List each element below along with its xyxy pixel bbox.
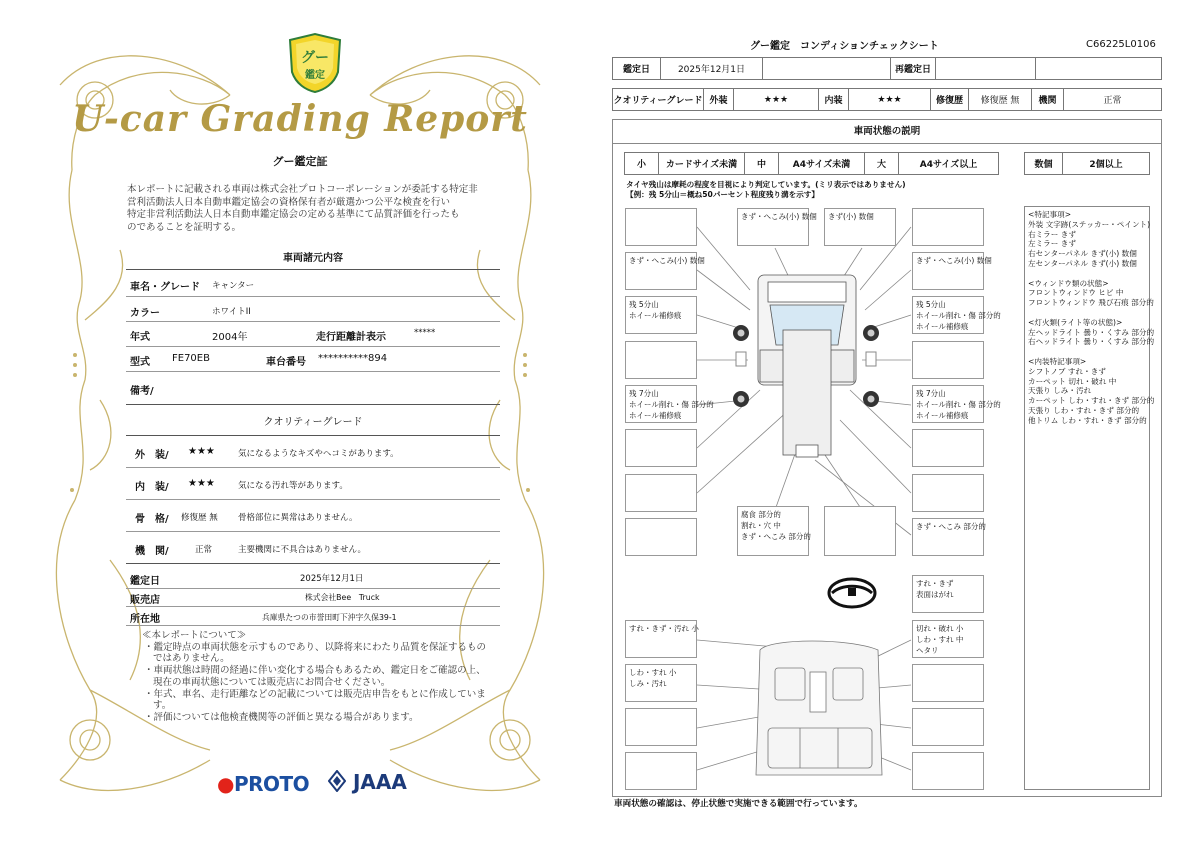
appraisal-date-value: 2025年12月1日 — [661, 58, 763, 80]
quality-section-title: クオリティーグレード — [263, 417, 363, 428]
chassis-label: 車台番号 — [266, 357, 306, 368]
damage-box — [625, 518, 697, 556]
proto-logo-text: PROTO — [233, 772, 310, 796]
cert-body-line: のであることを証明する。 — [127, 221, 242, 233]
divider — [126, 467, 500, 468]
divider — [126, 269, 500, 270]
damage-box: すれ・きず・汚れ 小 — [625, 620, 697, 658]
damage-box — [912, 208, 984, 246]
damage-box: 腐食 部分的 割れ・穴 中 きず・へこみ 部分的 — [737, 506, 809, 556]
mileage-label: 走行距離計表示 — [316, 332, 386, 343]
count-label: 数個 — [1025, 153, 1063, 175]
note-item: ・年式、車名、走行距離などの記載については販売店申告をもとに作成しています。 — [144, 688, 486, 712]
remarks-label: 備考/ — [130, 386, 154, 397]
divider — [126, 563, 500, 564]
engine-value: 正常 — [195, 545, 213, 555]
notes-heading: ≪本レポートについて≫ — [142, 630, 247, 641]
report-script-title: U-car Grading Report — [72, 98, 528, 140]
count-desc: 2個以上 — [1063, 153, 1150, 175]
frame-text: 骨格部位に異常はありません。 — [238, 513, 358, 523]
repair-label: 修復歴 — [931, 89, 969, 111]
damage-box: きず・へこみ(小) 数個 — [912, 252, 984, 290]
divider — [126, 531, 500, 532]
engine-label: 機 関/ — [135, 546, 169, 557]
divider — [126, 499, 500, 500]
certificate-title: グー鑑定証 — [272, 155, 328, 168]
divider — [126, 625, 500, 626]
svg-text:グー: グー — [301, 50, 329, 66]
divider — [126, 404, 500, 405]
damage-box — [912, 341, 984, 379]
divider — [126, 346, 500, 347]
mileage-value: ***** — [414, 328, 436, 338]
cert-body-line: 営利活動法人日本自動車鑑定協会の資格保有者が厳選かつ公平な検査を行い — [127, 196, 451, 208]
size-small-label: 小 — [625, 153, 659, 175]
exterior-label: 外 装/ — [135, 450, 169, 461]
color-value: ホワイトII — [212, 307, 251, 317]
appraisal-date-value: 2025年12月1日 — [300, 574, 364, 584]
damage-box: すれ・きず 表面はがれ — [912, 575, 984, 613]
sheet-code: C66225L0106 — [1086, 39, 1156, 50]
divider — [126, 606, 500, 607]
engine-value: 正常 — [1064, 89, 1162, 111]
damage-box: しわ・すれ 小 しみ・汚れ — [625, 664, 697, 702]
repair-value: 修復歴 無 — [969, 89, 1032, 111]
damage-box — [912, 474, 984, 512]
frame-label: 骨 格/ — [135, 514, 169, 525]
damage-box: 切れ・破れ 小 しわ・すれ 中 ヘタリ — [912, 620, 984, 658]
note-item: ・車両状態は時間の経過に伴い変化する場合もあるため、鑑定日をご確認の上、現在の車両状態については販売店にお問合せください。 — [144, 665, 486, 688]
size-large-desc: A4サイズ以上 — [899, 153, 999, 175]
proto-logo: ●PROTO — [217, 772, 310, 796]
cert-body-line: 特定非営利活動法人日本自動車鑑定協会の定める基準にて品質評価を行ったも — [127, 209, 460, 220]
damage-box — [824, 506, 896, 556]
note-item: ・鑑定時点の車両状態を示すものであり、以降将来にわたり品質を保証するものではありません。 — [144, 641, 487, 665]
damage-box — [625, 474, 697, 512]
divider — [126, 435, 500, 436]
jaaa-mark-icon — [328, 770, 346, 792]
damage-box — [912, 429, 984, 467]
cert-body-line: 本レポートに記載される車両は株式会社プロトコーポレーションが委託する特定非 — [127, 184, 478, 195]
divider — [126, 296, 500, 297]
interior-label: 内 装/ — [135, 482, 169, 493]
dealer-label: 販売店 — [130, 595, 160, 606]
engine-text: 主要機関に不具合はありません。 — [238, 545, 367, 555]
chassis-value: **********894 — [318, 353, 388, 364]
divider — [126, 588, 500, 589]
jaaa-logo — [328, 770, 407, 794]
interior-text: 気になる汚れ等があります。 — [238, 481, 348, 491]
tire-note-2: 【例：残 5分山＝概ね50パーセント程度残り溝を示す】 — [626, 190, 819, 199]
svg-text:鑑定: 鑑定 — [305, 70, 325, 81]
frame-value: 修復歴 無 — [181, 513, 218, 523]
divider — [126, 321, 500, 322]
note-item: ・評価については他検査機関等の評価と異なる場合があります。 — [144, 711, 419, 723]
engine-label: 機関 — [1032, 89, 1064, 111]
damage-box: きず・へこみ(小) 数個 — [737, 208, 809, 246]
size-medium-label: 中 — [745, 153, 779, 175]
appraisal-date-label: 鑑定日 — [613, 58, 661, 80]
divider — [126, 371, 500, 372]
damage-box — [912, 752, 984, 790]
jaaa-logo-text: JAAA — [352, 770, 407, 794]
exterior-value: ★★★ — [734, 89, 819, 111]
condition-title: 車両状態の説明 — [612, 119, 1162, 144]
model-value: FE70EB — [172, 353, 210, 364]
model-label: 型式 — [130, 357, 150, 368]
steering-wheel-icon — [829, 579, 875, 607]
car-name-label: 車名・グレード — [130, 282, 200, 293]
exterior-text: 気になるようなキズやヘコミがあります。 — [238, 449, 399, 459]
interior-stars: ★★★ — [188, 478, 215, 489]
damage-box: きず・へこみ(小) 数個 — [625, 252, 697, 290]
interior-value: ★★★ — [849, 89, 931, 111]
reappraisal-label: 再鑑定日 — [891, 58, 936, 80]
year-label: 年式 — [130, 332, 150, 343]
exterior-label: 外装 — [704, 89, 734, 111]
damage-box — [625, 752, 697, 790]
report-notes — [140, 630, 495, 724]
damage-box: 残 5分山 ホイール補修痕 — [625, 296, 697, 334]
specs-section-title: 車両諸元内容 — [283, 253, 343, 264]
damage-box: きず・へこみ 部分的 — [912, 518, 984, 556]
damage-box — [625, 208, 697, 246]
damage-box: 残 7分山 ホイール削れ・傷 部分的 ホイール補修痕 — [625, 385, 697, 423]
appraisal-date-label: 鑑定日 — [130, 576, 160, 587]
damage-box — [625, 341, 697, 379]
address-value: 兵庫県たつの市誉田町下沖字久保39-1 — [262, 613, 397, 622]
size-small-desc: カードサイズ未満 — [659, 153, 745, 175]
damage-box: 残 5分山 ホイール削れ・傷 部分的 ホイール補修痕 — [912, 296, 984, 334]
interior-label: 内装 — [819, 89, 849, 111]
address-label: 所在地 — [130, 614, 160, 625]
goo-kantei-badge-icon — [286, 32, 344, 94]
dealer-value: 株式会社Bee Truck — [305, 593, 380, 602]
exterior-stars: ★★★ — [188, 446, 215, 457]
sheet-footer: 車両状態の確認は、停止状態で実施できる範囲で行っています。 — [614, 799, 863, 809]
size-medium-desc: A4サイズ未満 — [779, 153, 865, 175]
car-name-value: キャンター — [212, 281, 255, 291]
damage-box — [912, 664, 984, 702]
certificate-body — [127, 184, 499, 234]
damage-box — [625, 708, 697, 746]
sheet-title: グー鑑定 コンディションチェックシート — [750, 41, 939, 52]
damage-box: 残 7分山 ホイール削れ・傷 部分的 ホイール補修痕 — [912, 385, 984, 423]
damage-box — [912, 708, 984, 746]
damage-box: きず(小) 数個 — [824, 208, 896, 246]
size-large-label: 大 — [865, 153, 899, 175]
tire-note-1: タイヤ残山は摩耗の程度を目視により判定しています。(ミリ表示ではありません) — [626, 180, 906, 189]
special-notes: <特記事項> 外装 文字跡(ステッカー・ペイント) 右ミラー きず 左ミラー きず 右センターパネル きず(小) 数個 左センターパネル きず(小) 数個 <ウィンドウ類の状態> フロントウィンドウ ヒビ 中 フロントウィンドウ 飛び石痕 部分的 <灯火類(ライト等の状態)> 左ヘッドライト 曇り・くすみ 部分的 右ヘッドライト 曇り・くすみ 部分的 <内装特記事項> シフトノブ すれ・きず カーペット 切れ・破れ 中 天張り しみ・汚れ カーペット しわ・すれ・きず 部分的 天張り しわ・すれ・きず 部分的 他トリム しわ・すれ・きず 部分的 — [1028, 210, 1155, 425]
year-value: 2004年 — [212, 332, 248, 343]
damage-box — [625, 429, 697, 467]
color-label: カラー — [130, 308, 160, 319]
quality-label: クオリティーグレード — [613, 89, 704, 111]
